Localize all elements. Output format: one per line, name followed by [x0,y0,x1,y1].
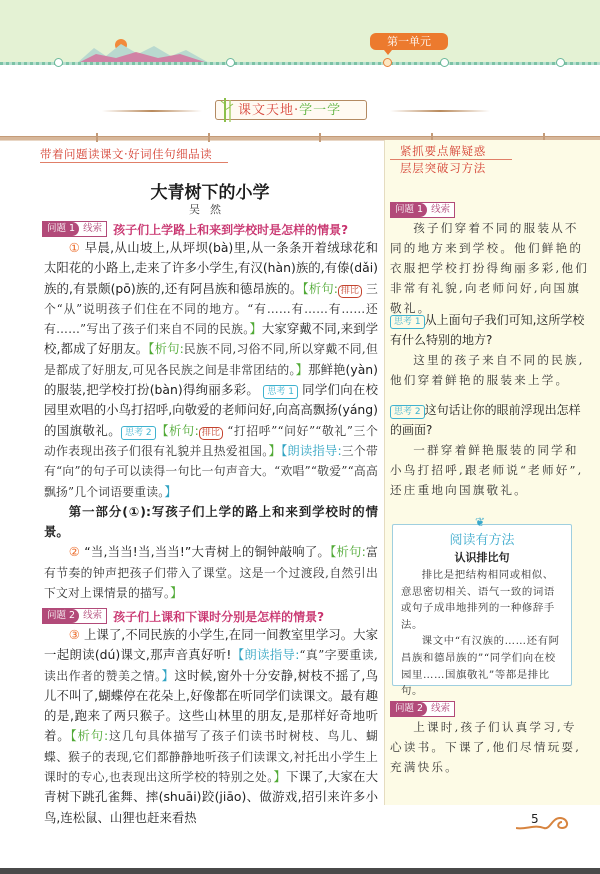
sidebar-question-2 [390,697,590,777]
banner-text-red: 课文天地 [238,103,295,118]
analysis-text: 三个“从”说明孩子们住在不同的地方。“有……有……有……还有……”写出了孩子们来自不同的民族。 [44,281,378,337]
paragraph-1 [44,238,378,603]
part-summary: 第一部分(①):写孩子们上学的路上和来到学校时的情景。 [44,503,378,540]
mountains-illustration [76,36,211,64]
divider-dot [440,58,449,67]
question-2-row [42,608,324,624]
parallelism-tag: 排比 [199,427,223,440]
reading-guide-label: 【朗读指导: [231,647,300,663]
analysis-label: 【析句: [155,422,199,438]
think-question: 从上面句子我们可知,这所学校有什么特别的地方? [390,313,585,347]
analysis-text: 这几句具体描写了孩子们读书时树枝、鸟儿、蝴蝶、猴子的表现,它们都静静地听孩子们读课文,衬托出小学生上课时的专心,也表现出这所学校的特别之处。 [44,729,378,785]
analysis-label: 【析句: [302,280,338,296]
scan-edge [0,868,600,874]
page-swirl-icon [516,814,576,834]
answer-text: 孩子们穿着不同的服装从不同的地方来到学校。他们鲜艳的衣服把学校打扮得绚丽多彩,他们非常有礼貌,向老师问好,向国旗敬礼。 [390,221,589,315]
paragraph-number: ③ [68,627,80,642]
sidebar-heading-line-1: 紧抓要点解疑惑 [390,143,512,160]
text: 上课了,不同民族的小学生,在同一间教室里学习。大家一起朗读(dú)课文,那声音真好听! [44,627,378,663]
banner-dot: · [294,103,300,118]
method-body [393,565,571,700]
reading-method-box [392,515,572,698]
sidebar-think-1 [390,310,590,390]
think-2-tag: 思考 2 [121,426,156,440]
header-divider [0,62,600,65]
bracket: 】 [295,361,309,377]
analysis-text: 富有节奏的钟声把孩子们带入了课堂。这是一个过渡段,自然引出下文对上课情景的描写。 [44,545,378,601]
question-tag-clue: 线索 [431,703,451,714]
bracket: 】 [161,667,175,683]
bamboo-icon [220,98,234,122]
text: 大家穿戴不同,来到学校,都成了好朋友。 [44,321,379,357]
think-2-tag: 思考 2 [390,405,425,419]
answer-text: 这里的孩子来自不同的民族,他们穿着鲜艳的服装来上学。 [390,353,585,387]
sidebar-heading-line-2: 层层突破习方法 [400,161,487,175]
question-tag-clue: 线索 [83,610,103,621]
banner-text-green: 学一学 [299,103,342,118]
text: 那鲜艳(yàn)的服装,把学校打扮(bàn)得绚丽多彩。 [44,361,378,398]
think-1-tag: 思考 1 [263,385,298,399]
lesson-author: 吴然 [189,203,231,216]
analysis-label: 【析句: [148,341,184,357]
sidebar-question-1 [390,198,590,318]
sidebar-heading [390,143,512,176]
rail-joint [208,133,210,142]
method-paragraph: 排比是把结构相同或相似、意思密切相关、语气一致的词语或句子成串地排列的一种修辞手法。 [401,569,555,631]
question-tag-clue: 线索 [431,204,451,215]
ornament-icon: ❦ [475,515,486,529]
text: 这时候,窗外十分安静,树枝不摇了,鸟儿不叫了,蝴蝶停在花朵上,好像都在听同学们读课文。最有趣的是,跑来了两只猴子。这些山林里的朋友,是那样好奇地听着。 [44,667,378,744]
analysis-label: 【析句: [70,728,109,744]
bracket: 】 [273,769,287,785]
bracket: 】 [249,321,262,337]
question-text: 孩子们上学路上和来到学校时是怎样的情景? [113,222,349,237]
question-tag-number: 问题 2 [43,609,79,623]
text: 下课了,大家在大青树下跳孔雀舞、摔(shuāi)跤(jiāo)、做游戏,招引来许多小鸟,连松鼠、山狸也赶来看热 [44,769,378,825]
reading-guide-label: 【朗读指导: [281,442,342,458]
lesson-title: 大青树下的小学 [150,183,270,203]
analysis-label: 【析句: [330,544,366,560]
section-heading: 带着问题读课文·好词佳句细品读 [40,146,228,163]
bracket: 】 [170,585,183,601]
rail-joint [319,133,321,142]
paragraph-3 [44,625,378,828]
divider-dot [226,58,235,67]
question-1-row [42,221,348,237]
question-tag-clue: 线索 [83,223,103,234]
paragraph-number: ② [68,544,81,560]
text: 早晨,从山坡上,从坪坝(bà)里,从一条条开着绒球花和太阳花的小路上,走来了许多小学生,有汉(hàn)族的,有傣(dǎi)族的,有景颇(pō)族的,还有阿昌族和德昂族的。 [44,240,378,296]
text: “当,当当!当,当当!”大青树上的铜钟敲响了。 [84,544,331,560]
parallelism-tag: 排比 [338,285,362,298]
section-banner [100,98,500,122]
unit-badge: 第一单元 [370,33,448,50]
question-tag [42,221,107,237]
answer-text: 一群穿着鲜艳服装的同学和小鸟打招呼,跟老师说“老师好”,还庄重地向国旗敬礼。 [390,443,584,497]
question-tag [390,202,455,218]
banner-line-left [102,110,202,112]
page-number: 5 [531,812,539,826]
divider-dot [556,58,565,67]
rail-joint [96,133,98,142]
think-question: 这句话让你的眼前浮现出怎样的画面? [390,403,581,437]
method-title: 阅读有方法 [449,533,515,548]
sidebar-think-2 [390,400,590,500]
answer-text: 上课时,孩子们认真学习,专心读书。下课了,他们尽情玩耍,充满快乐。 [390,720,582,774]
text: 同学们向在校园里欢唱的小鸟打招呼,向敬爱的老师问好,向高高飘扬(yáng)的国旗敬礼。 [44,382,378,438]
analysis-text: 民族不同,习俗不同,所以穿戴不同,但是都成了好朋友,可见各民族之间是非常团结的。 [44,342,378,377]
question-tag-number: 问题 2 [391,702,427,716]
method-paragraph: 课文中“有汉族的……还有阿昌族和德昂族的”“同学们向在校园里……国旗敬礼”等都是排比句。 [401,635,560,698]
analysis-text: “打招呼”“问好”“敬礼”三个动作表现出孩子们很有礼貌并且热爱祖国。 [44,423,379,458]
question-tag [390,701,455,717]
reading-guide-text: “真”字要重读,读出作者的赞美之情。 [44,648,378,683]
banner-label [215,100,367,120]
bracket: 】 [268,442,282,458]
question-tag [42,608,107,624]
method-subtitle: 认识排比句 [454,551,510,564]
reading-guide-text: 三个带有“向”的句子可以读得一句比一句声音大。“欢唱”“敬爱”“高高飘扬”几个词语要重读。 [44,443,379,499]
question-tag-number: 问题 1 [391,203,427,217]
bracket: 】 [164,483,177,499]
divider-dot [54,58,63,67]
banner-line-right [390,110,490,112]
question-tag-number: 问题 1 [43,222,79,236]
question-text: 孩子们上课和下课时分别是怎样的情景? [113,609,325,624]
think-1-tag: 思考 1 [390,315,425,329]
paragraph-number: ① [68,240,81,255]
divider-dot-active [383,58,392,67]
